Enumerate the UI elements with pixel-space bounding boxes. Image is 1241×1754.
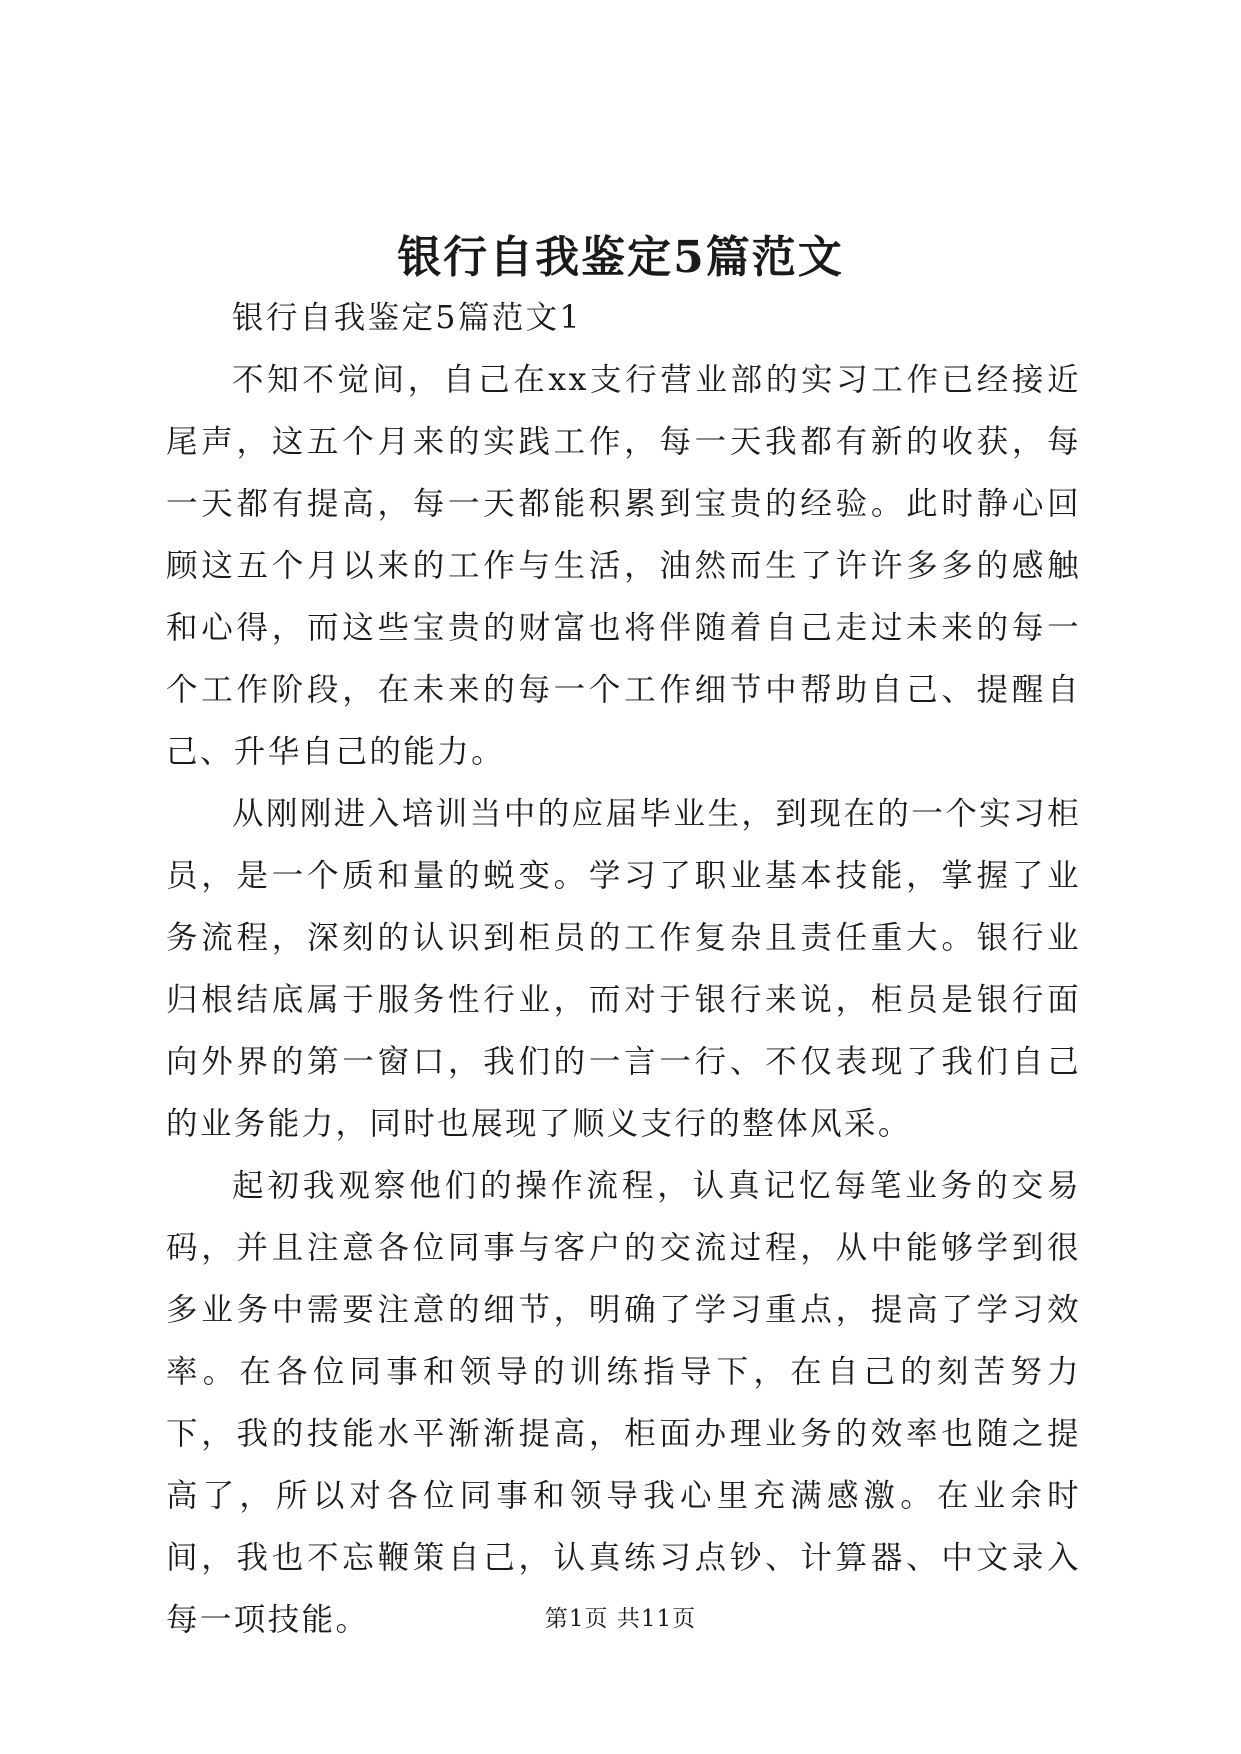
document-title: 银行自我鉴定5篇范文 — [397, 232, 844, 283]
paragraph-1: 不知不觉间，自己在xx支行营业部的实习工作已经接近尾声，这五个月来的实践工作，每一天我都有新的收获，每一天都有提高，每一天都能积累到宝贵的经验。此时静心回顾这五个月以来的工作与生活，油然而生了许许多多的感触和心得，而这些宝贵的财富也将伴随着自己走过未来的每一个工作阶段，在未来的每一个工作细节中帮助自己、提醒自己、升华自己的能力。 — [166, 362, 1081, 770]
document-subtitle: 银行自我鉴定5篇范文1 — [232, 300, 582, 336]
page-footer: 第1页 共11页 — [544, 1606, 697, 1632]
paragraph-3: 起初我观察他们的操作流程，认真记忆每笔业务的交易码，并且注意各位同事与客户的交流过程，从中能够学到很多业务中需要注意的细节，明确了学习重点，提高了学习效率。在各位同事和领导的训练指导下，在自己的刻苦努力下，我的技能水平渐渐提高，柜面办理业务的效率也随之提高了，所以对各位同事和领导我心里充满感激。在业余时间，我也不忘鞭策自己，认真练习点钞、计算器、中文录入每一项技能。 — [166, 1168, 1081, 1638]
paragraph-2: 从刚刚进入培训当中的应届毕业生，到现在的一个实习柜员，是一个质和量的蜕变。学习了职业基本技能，掌握了业务流程，深刻的认识到柜员的工作复杂且责任重大。银行业归根结底属于服务性行业，而对于银行来说，柜员是银行面向外界的第一窗口，我们的一言一行、不仅表现了我们自己的业务能力，同时也展现了顺义支行的整体风采。 — [166, 796, 1081, 1142]
document-body — [166, 287, 1081, 1651]
